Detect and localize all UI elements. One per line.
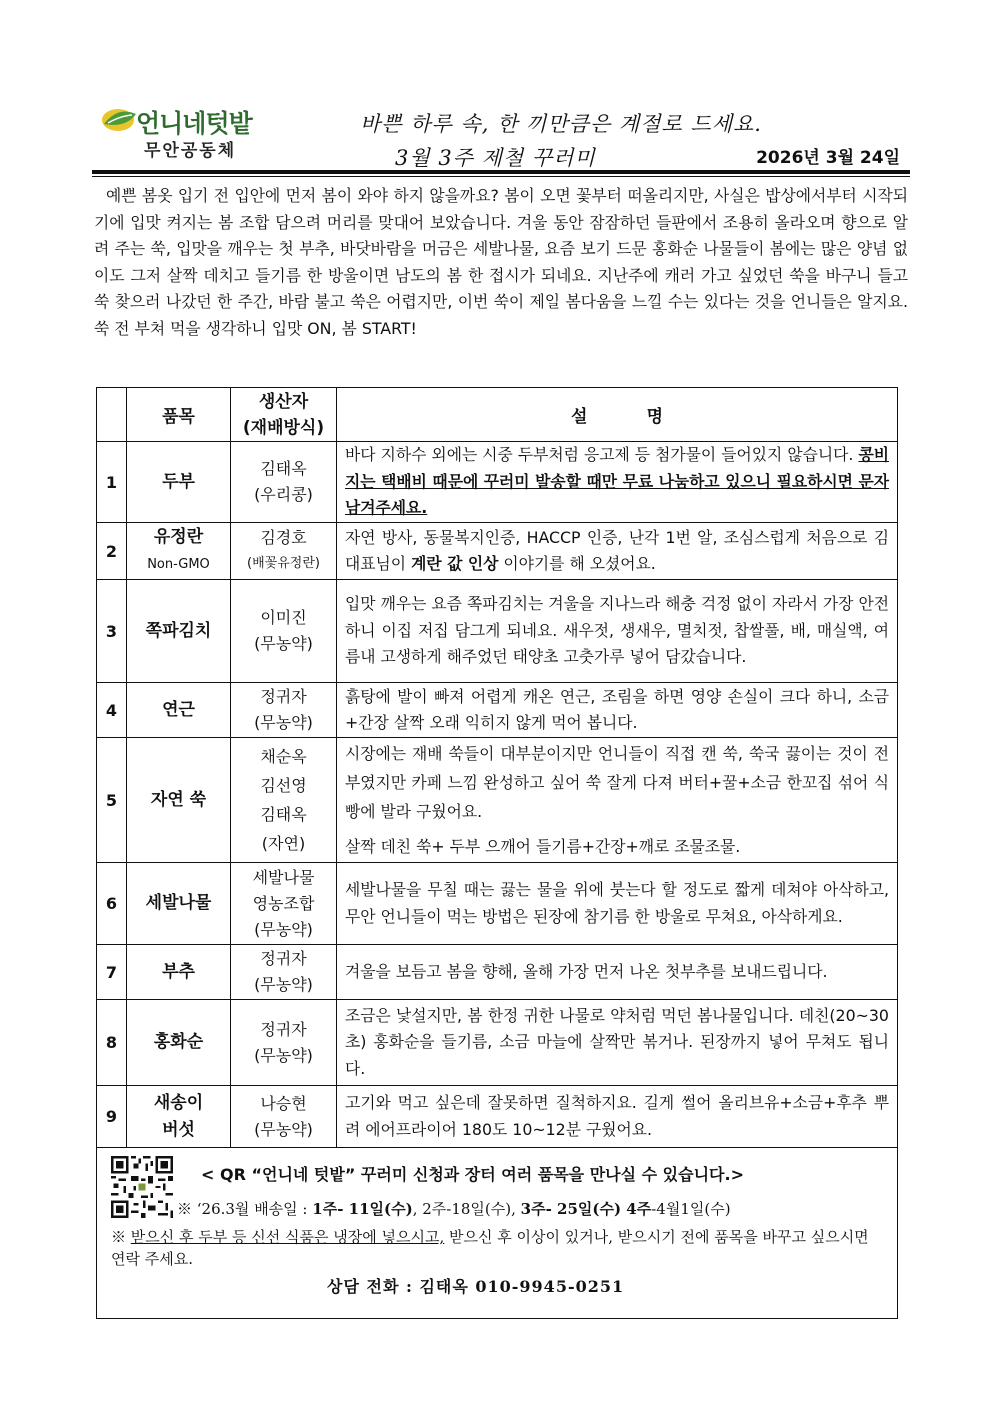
table-header-row — [97, 388, 898, 442]
issue-date: 2026년 3월 24일 — [756, 148, 900, 168]
item-name-line2: 버섯 — [162, 1119, 195, 1140]
item-name: 부추 — [127, 945, 231, 1000]
cultivation-method: (무농약) — [254, 975, 313, 994]
header-divider — [92, 170, 910, 174]
header-method-label: (재배방식) — [242, 417, 325, 438]
item-name: 새송이 — [153, 1092, 204, 1113]
note-mark: ※ — [111, 1228, 131, 1246]
header-description: 설 명 — [337, 388, 898, 442]
producer-name: 이미진 — [260, 608, 307, 627]
delivery-schedule — [177, 1198, 731, 1219]
item-description — [337, 523, 898, 580]
producer-name: 김태옥 — [260, 805, 307, 824]
description-text-after: 이야기를 해 오셨어요. — [498, 554, 656, 573]
item-description — [337, 738, 898, 863]
producer-cell — [231, 442, 337, 523]
row-number: 9 — [97, 1086, 127, 1148]
cultivation-method: (무농약) — [254, 1119, 313, 1139]
note-rest: 받으신 후 이상이 있거나, 받으시기 전에 품목을 바꾸고 싶으시면 연락 주세요. — [111, 1228, 869, 1268]
producer-name: 정귀자 — [260, 949, 307, 968]
row-number: 7 — [97, 945, 127, 1000]
cultivation-method: (무농약) — [254, 634, 313, 653]
cultivation-method: (무농약) — [254, 1045, 313, 1065]
producer-name: 영농조합 — [252, 893, 315, 913]
description-text: 자연 방사, 동물복지인증, HACCP 인증, 난각 1번 알, 조심스럽게 처음으로 김대표님이 — [345, 527, 889, 573]
delivery-week1: 1주- 11일(수) — [312, 1200, 413, 1218]
contact-phone[interactable]: 상담 전화 : 김태옥 010-9945-0251 — [327, 1277, 625, 1296]
brand-logo — [100, 104, 260, 162]
description-highlight: 계란 값 인상 — [411, 554, 499, 573]
cultivation-method: (자연) — [261, 834, 306, 853]
table-row — [97, 683, 898, 738]
header-item: 품목 — [127, 388, 231, 442]
producer-name: 김선영 — [260, 776, 307, 795]
producer-cell — [231, 863, 337, 945]
cultivation-method: (무농약) — [254, 713, 313, 732]
delivery-prefix: ※ ‘26.3월 배송일 : — [177, 1200, 313, 1218]
producer-cell — [231, 1000, 337, 1086]
item-description: 고기와 먹고 싶은데 잘못하면 질척하지요. 길게 썰어 올리브유+소금+후추 뿌려 에어프라이어 180도 10~12분 구웠어요. — [337, 1086, 898, 1148]
item-name: 연근 — [127, 683, 231, 738]
item-name: 홍화순 — [127, 1000, 231, 1086]
producer-name: 채순옥 — [260, 747, 307, 766]
table-row — [97, 863, 898, 945]
producer-name: 김태옥 — [260, 459, 307, 478]
intro-paragraph: 예쁜 봄옷 입기 전 입안에 먼저 봄이 와야 하지 않을까요? 봄이 오면 꽃부터 떠올리지만, 사실은 밥상에서부터 시작되기에 입맛 켜지는 봄 조합 담으려 머리를 맞대어 보았습니다. 겨울 동안 잠잠하던 들판에서 조용히 올라오며 향으로 알려 주는 쑥, 입맛을 깨우는 첫 부추, 바닷바람을 머금은 세발나물, 요즘 보기 드문 홍화순 나물들이 봄에는 많은 양념 없이도 그저 살짝 데치고 들기름 한 방울이면 남도의 봄 한 접시가 되네요. 지난주에 캐러 가고 싶었던 쑥을 바구니 들고 쑥 찾으러 나갔던 한 주간, 바람 불고 쑥은 어렵지만, 이번 쑥이 제일 봄다움을 느낄 수는 있다는 것을 언니들은 알지요. 쑥 전 부쳐 먹을 생각하니 입맛 ON, 봄 START! — [94, 186, 908, 338]
description-text: 바다 지하수 외에는 시중 두부처럼 응고제 등 첨가물이 들어있지 않습니다. — [345, 445, 859, 465]
item-name: 두부 — [127, 442, 231, 523]
cultivation-method: (무농약) — [254, 919, 313, 939]
logo-subtitle: 무안공동체 — [144, 141, 237, 161]
header-producer — [231, 388, 337, 442]
table-row — [97, 738, 898, 863]
item-description: 입맛 깨우는 요즘 쪽파김치는 겨울을 지나느라 해충 걱정 없이 자라서 가장 안전하니 이집 저집 담그게 되네요. 새우젓, 생새우, 멸치젓, 찹쌀풀, 배, 매실액, 여름내 고생하게 해주었던 태양초 고춧가루 넣어 담갔습니다. — [337, 580, 898, 683]
producer-cell — [231, 738, 337, 863]
item-name-cell — [127, 523, 231, 580]
item-name: 유정란 — [153, 527, 204, 547]
producer-cell — [231, 683, 337, 738]
item-description: 겨울을 보듬고 봄을 향해, 올해 가장 먼저 나온 첫부추를 보내드립니다. — [337, 945, 898, 1000]
table-row — [97, 580, 898, 683]
header-no — [97, 388, 127, 442]
item-name: 쪽파김치 — [127, 580, 231, 683]
item-description: 흙탕에 발이 빠져 어렵게 캐온 연근, 조림을 하면 영양 손실이 크다 하니, 소금+간장 살짝 오래 익히지 않게 먹어 봅니다. — [337, 683, 898, 738]
producer-cell — [231, 945, 337, 1000]
item-name-note: Non-GMO — [147, 557, 210, 572]
note-underlined: 받으신 후 두부 등 신선 식품은 냉장에 넣으시고, — [130, 1228, 445, 1246]
item-description: 조금은 낯설지만, 봄 한정 귀한 나물로 약처럼 먹던 봄나물입니다. 데친(20~30초) 홍화순을 들기름, 소금 마늘에 살짝만 볶거나. 된장까지 넣어 무쳐도 됩니다. — [337, 1000, 898, 1086]
logo-title: 언니네텃밭 — [136, 109, 252, 138]
table-row — [97, 523, 898, 580]
row-number: 8 — [97, 1000, 127, 1086]
producer-cell — [231, 580, 337, 683]
description-recipe: 살짝 데친 쑥+ 두부 으깨어 들기름+간장+깨로 조물조물. — [345, 837, 741, 856]
table-row — [97, 442, 898, 523]
item-description: 세발나물을 무칠 때는 끓는 물을 위에 붓는다 할 정도로 짧게 데쳐야 아삭하고, 무안 언니들이 먹는 방법은 된장에 참기름 한 방울로 무쳐요, 아삭하게요. — [337, 863, 898, 945]
row-number: 3 — [97, 580, 127, 683]
row-number: 4 — [97, 683, 127, 738]
qr-code-icon[interactable] — [111, 1156, 173, 1218]
item-description — [337, 442, 898, 523]
storage-note — [111, 1226, 871, 1270]
leaf-logo-icon — [100, 104, 140, 134]
footer-box — [96, 1138, 898, 1319]
producer-cell — [231, 523, 337, 580]
description-highlight: 콩비지는 택배비 때문에 꾸러미 발송할 때만 무료 나눔하고 있으니 필요하시면 문자 남겨주세요. — [345, 445, 889, 518]
producer-name: 세발나물 — [252, 867, 315, 887]
producer-name: 정귀자 — [260, 687, 307, 706]
producer-name: 김경호 — [260, 528, 307, 547]
page-title: 3월 3주 제철 꾸러미 — [395, 146, 596, 170]
row-number: 2 — [97, 523, 127, 580]
item-name: 자연 쑥 — [127, 738, 231, 863]
header-producer-label: 생산자 — [258, 391, 309, 412]
row-number: 6 — [97, 863, 127, 945]
delivery-week2: , 2주-18일(수), — [412, 1200, 521, 1218]
row-number: 1 — [97, 442, 127, 523]
item-name: 세발나물 — [127, 863, 231, 945]
cultivation-method: (우리콩) — [254, 485, 313, 504]
cultivation-method: (배꽃유정란) — [247, 556, 320, 571]
table-row — [97, 1000, 898, 1086]
delivery-week3: 3주- 25일(수) 4주 — [520, 1200, 652, 1218]
items-table — [96, 387, 898, 1148]
table-row — [97, 945, 898, 1000]
qr-info-line: < QR “언니네 텃밭” 꾸러미 신청과 장터 여러 품목을 만나실 수 있습니다.> — [201, 1165, 744, 1184]
header-divider-thin — [92, 176, 910, 177]
producer-name: 나승현 — [260, 1093, 307, 1113]
delivery-week4: -4월1일(수) — [651, 1200, 731, 1218]
producer-name: 정귀자 — [260, 1019, 307, 1039]
description-text: 시장에는 재배 쑥들이 대부분이지만 언니들이 직접 캔 쑥, 쑥국 끓이는 것이 전부였지만 카페 느낌 완성하고 싶어 쑥 잘게 다져 버터+꿀+소금 한꼬집 섞어 식빵에 발라 구웠어요. — [345, 744, 889, 821]
headline: 바쁜 하루 속, 한 끼만큼은 계절로 드세요. — [360, 112, 762, 136]
row-number: 5 — [97, 738, 127, 863]
